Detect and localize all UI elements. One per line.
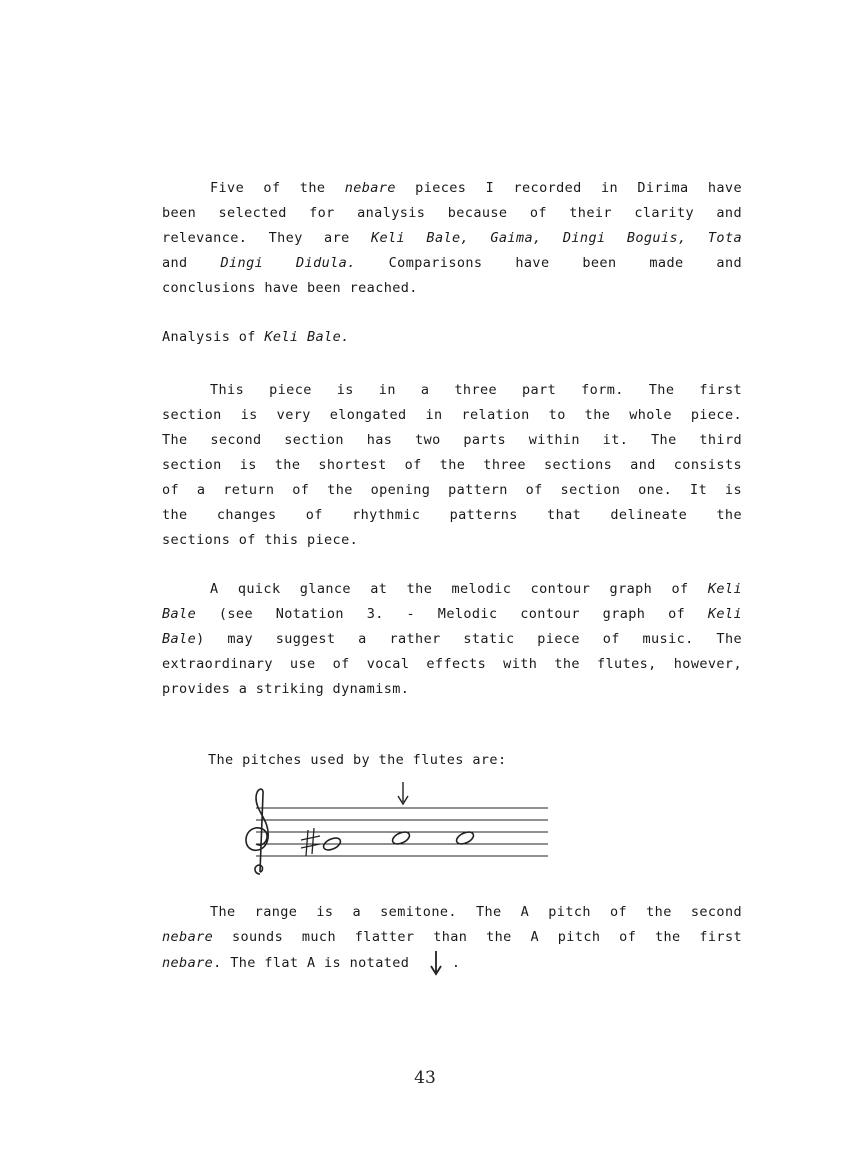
- text-line: sections of this piece.: [162, 532, 359, 548]
- paragraph-form: [162, 378, 742, 553]
- music-staff: [238, 780, 558, 880]
- text-line: This piece is in a three part form. The first: [210, 382, 742, 398]
- text-line: relevance. They are Keli Bale, Gaima, Dingi Boguis, Tota: [162, 230, 743, 246]
- text-line: provides a striking dynamism.: [162, 681, 410, 697]
- text-line: and Dingi Didula. Comparisons have been made and: [162, 255, 742, 271]
- text-line: nebare sounds much flatter than the A pitch of the first: [162, 929, 742, 945]
- text-line: Bale) may suggest a rather static piece of music. The: [162, 631, 742, 647]
- paragraph-contour: [162, 577, 742, 702]
- paragraph-range: [162, 900, 742, 976]
- page-number: 43: [414, 1068, 436, 1088]
- text-line: Five of the nebare pieces I recorded in Dirima have: [210, 180, 742, 196]
- text-line: section is the shortest of the three sections and consists: [162, 457, 742, 473]
- text-line: of a return of the opening pattern of section one. It is: [162, 482, 742, 498]
- text-line: The range is a semitone. The A pitch of the second: [210, 904, 742, 920]
- down-arrow-icon: [398, 782, 408, 804]
- text-line: been selected for analysis because of their clarity and: [162, 205, 742, 221]
- section-heading: Analysis of Keli Bale.: [162, 329, 350, 345]
- text-line: The second section has two parts within it. The third: [162, 432, 742, 448]
- text-line: extraordinary use of vocal effects with the flutes, however,: [162, 656, 742, 672]
- text-line: the changes of rhythmic patterns that delineate the: [162, 507, 742, 523]
- text-line: Bale (see Notation 3. - Melodic contour graph of Keli: [162, 606, 742, 622]
- text-line: nebare. The flat A is notated .: [162, 950, 742, 976]
- pitches-intro-text: The pitches used by the flutes are:: [208, 752, 507, 768]
- text-line: conclusions have been reached.: [162, 280, 418, 296]
- text-line: A quick glance at the melodic contour graph of Keli: [210, 581, 742, 597]
- text-line: section is very elongated in relation to the whole piece.: [162, 407, 742, 423]
- flat-arrow-icon: [429, 950, 443, 976]
- paragraph-intro: [162, 176, 742, 301]
